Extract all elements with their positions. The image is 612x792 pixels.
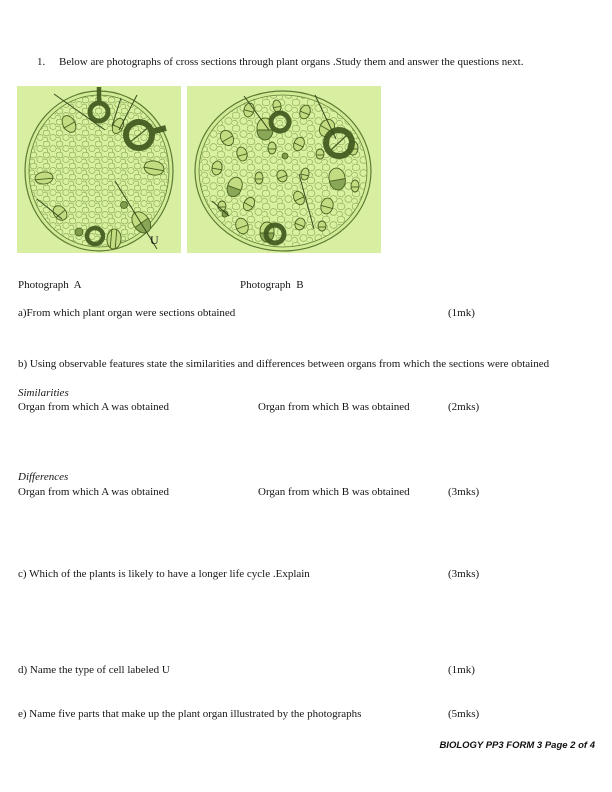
question-d-marks: (1mk) [448,664,475,676]
question-intro [37,56,585,68]
similarities-organ-b-label: Organ from which B was obtained [258,401,410,413]
differences-marks: (3mks) [448,486,480,498]
similarities-marks: (2mks) [448,401,480,413]
question-e-text: e) Name five parts that make up the plant organ illustrated by the photographs [18,708,362,720]
photograph-b [187,86,381,253]
photograph-a [17,86,181,253]
differences-heading: Differences [18,471,69,483]
differences-organ-a-label: Organ from which A was obtained [18,486,170,498]
similarities-heading: Similarities [18,387,69,399]
question-c-marks: (3mks) [448,568,480,580]
photograph-b-label: Photograph B [240,279,304,291]
question-intro-text: Below are photographs of cross sections through plant organs .Study them and answer the questions next. [59,56,524,68]
question-a-text: a)From which plant organ were sections obtained [18,307,236,319]
question-c-text: c) Which of the plants is likely to have a longer life cycle .Explain [18,568,310,580]
question-e-marks: (5mks) [448,708,480,720]
page-footer: BIOLOGY PP3 FORM 3 Page 2 of 4 [439,740,595,751]
label-u: U [150,233,159,247]
question-b-text: b) Using observable features state the similarities and differences between organs from which the sections were obtained [18,358,550,370]
photograph-a-label: Photograph A [18,279,82,291]
cross-section-b-drawing [187,86,381,253]
question-d-text: d) Name the type of cell labeled U [18,664,170,676]
question-a-marks: (1mk) [448,307,475,319]
similarities-organ-a-label: Organ from which A was obtained [18,401,170,413]
cross-section-a-drawing [17,86,181,253]
question-number: 1. [37,56,46,68]
differences-organ-b-label: Organ from which B was obtained [258,486,410,498]
